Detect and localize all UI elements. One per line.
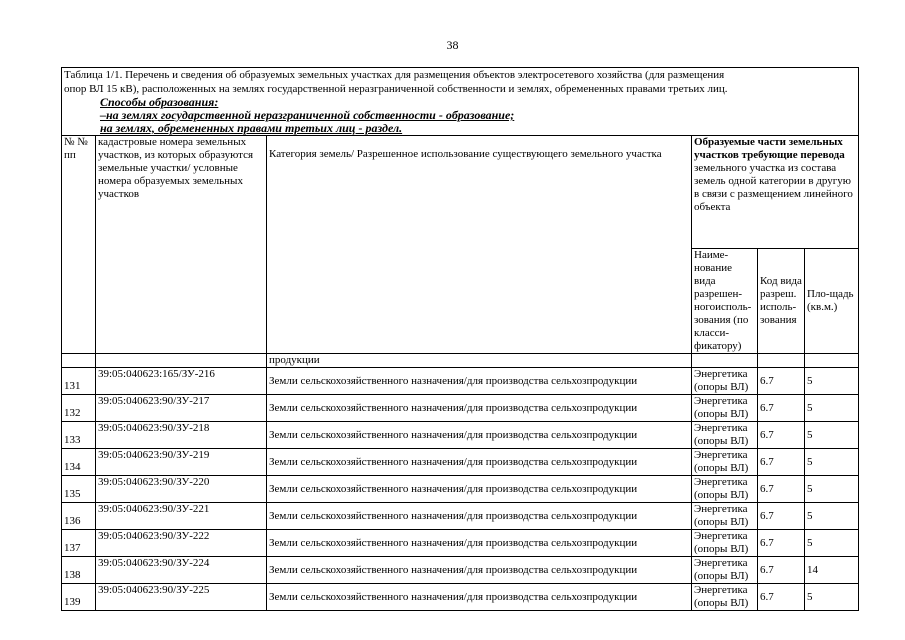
land-category: Земли сельскохозяйственного назначения/для производства сельхозпродукции <box>267 368 692 395</box>
plot-area: 5 <box>805 503 859 530</box>
plot-area: 5 <box>805 368 859 395</box>
subheader-code: Код вида разреш. исполь-зования <box>758 249 805 354</box>
table-caption-row <box>62 68 859 136</box>
permitted-use: Энергетика (опоры ВЛ) <box>692 584 758 611</box>
cont-code <box>758 354 805 368</box>
use-code: 6.7 <box>758 530 805 557</box>
cadastral-number: 39:05:040623:90/ЗУ-225 <box>96 584 267 611</box>
table-row <box>62 368 859 395</box>
permitted-use: Энергетика (опоры ВЛ) <box>692 422 758 449</box>
header-parts-rest: земельного участка из состава земель одной категории в другую в связи с размещением линейного объекта <box>694 162 853 213</box>
methods-title: Способы образования: <box>100 95 219 109</box>
method-2: на землях, обремененных правами третьих лиц - раздел. <box>100 121 403 135</box>
use-code: 6.7 <box>758 368 805 395</box>
caption-line-2: опор ВЛ 15 кВ), расположенных на землях государственной неразграниченной собственности и землях, обремененных правами третьих лиц. <box>64 83 728 95</box>
permitted-use: Энергетика (опоры ВЛ) <box>692 368 758 395</box>
header-parts-bold: Образуемые части земельных участков требующие перевода <box>694 136 845 161</box>
cadastral-number: 39:05:040623:90/ЗУ-222 <box>96 530 267 557</box>
cadastral-number: 39:05:040623:165/ЗУ-216 <box>96 368 267 395</box>
table-row <box>62 422 859 449</box>
table-row <box>62 476 859 503</box>
permitted-use: Энергетика (опоры ВЛ) <box>692 476 758 503</box>
header-parts <box>692 136 859 249</box>
page-number: 38 <box>446 38 459 52</box>
use-code: 6.7 <box>758 557 805 584</box>
cadastral-number: 39:05:040623:90/ЗУ-224 <box>96 557 267 584</box>
table-row <box>62 584 859 611</box>
table-row <box>62 395 859 422</box>
row-number: 131 <box>62 368 96 395</box>
cadastral-number: 39:05:040623:90/ЗУ-220 <box>96 476 267 503</box>
cadastral-number: 39:05:040623:90/ЗУ-219 <box>96 449 267 476</box>
plot-area: 5 <box>805 584 859 611</box>
table-row <box>62 530 859 557</box>
plot-area: 14 <box>805 557 859 584</box>
land-category: Земли сельскохозяйственного назначения/для производства сельхозпродукции <box>267 449 692 476</box>
header-cadastral: кадастровые номера земельных участков, из которых образуются земельные участки/ условные номера образуемых земельных участков <box>96 136 267 354</box>
table-row <box>62 503 859 530</box>
row-number: 135 <box>62 476 96 503</box>
cadastral-number: 39:05:040623:90/ЗУ-221 <box>96 503 267 530</box>
permitted-use: Энергетика (опоры ВЛ) <box>692 395 758 422</box>
use-code: 6.7 <box>758 449 805 476</box>
plot-area: 5 <box>805 395 859 422</box>
row-number: 138 <box>62 557 96 584</box>
cadastral-number: 39:05:040623:90/ЗУ-218 <box>96 422 267 449</box>
row-number: 139 <box>62 584 96 611</box>
row-number: 137 <box>62 530 96 557</box>
plot-area: 5 <box>805 449 859 476</box>
land-category: Земли сельскохозяйственного назначения/для производства сельхозпродукции <box>267 476 692 503</box>
row-number: 136 <box>62 503 96 530</box>
plot-area: 5 <box>805 422 859 449</box>
permitted-use: Энергетика (опоры ВЛ) <box>692 557 758 584</box>
subheader-name: Наиме-нование вида разрешен-ногоисполь-зования (по класси-фикатору) <box>692 249 758 354</box>
cadastral-number: 39:05:040623:90/ЗУ-217 <box>96 395 267 422</box>
table-caption <box>62 68 859 136</box>
table-row <box>62 449 859 476</box>
caption-line-1: Таблица 1/1. Перечень и сведения об образуемых земельных участках для размещения объектов электросетевого хозяйства (для размещения <box>64 69 725 81</box>
row-number: 133 <box>62 422 96 449</box>
use-code: 6.7 <box>758 395 805 422</box>
header-row <box>62 136 859 249</box>
header-category: Категория земель/ Разрешенное использование существующего земельного участка <box>267 136 692 354</box>
row-number: 134 <box>62 449 96 476</box>
permitted-use: Энергетика (опоры ВЛ) <box>692 503 758 530</box>
land-category: Земли сельскохозяйственного назначения/для производства сельхозпродукции <box>267 422 692 449</box>
cont-vri <box>692 354 758 368</box>
use-code: 6.7 <box>758 584 805 611</box>
use-code: 6.7 <box>758 422 805 449</box>
land-category: Земли сельскохозяйственного назначения/для производства сельхозпродукции <box>267 557 692 584</box>
land-category: Земли сельскохозяйственного назначения/для производства сельхозпродукции <box>267 503 692 530</box>
permitted-use: Энергетика (опоры ВЛ) <box>692 530 758 557</box>
continuation-row <box>62 354 859 368</box>
land-category: Земли сельскохозяйственного назначения/для производства сельхозпродукции <box>267 395 692 422</box>
cont-cad <box>96 354 267 368</box>
land-category: Земли сельскохозяйственного назначения/для производства сельхозпродукции <box>267 530 692 557</box>
row-number: 132 <box>62 395 96 422</box>
plot-area: 5 <box>805 530 859 557</box>
cont-category: продукции <box>267 354 692 368</box>
cont-area <box>805 354 859 368</box>
cont-num <box>62 354 96 368</box>
land-category: Земли сельскохозяйственного назначения/для производства сельхозпродукции <box>267 584 692 611</box>
subheader-area: Пло-щадь (кв.м.) <box>805 249 859 354</box>
use-code: 6.7 <box>758 503 805 530</box>
header-num: № № пп <box>62 136 96 354</box>
plot-area: 5 <box>805 476 859 503</box>
method-1: –на землях государственной неразграниченной собственности - образование; <box>100 108 515 122</box>
land-plots-table <box>61 67 859 611</box>
permitted-use: Энергетика (опоры ВЛ) <box>692 449 758 476</box>
use-code: 6.7 <box>758 476 805 503</box>
table-row <box>62 557 859 584</box>
